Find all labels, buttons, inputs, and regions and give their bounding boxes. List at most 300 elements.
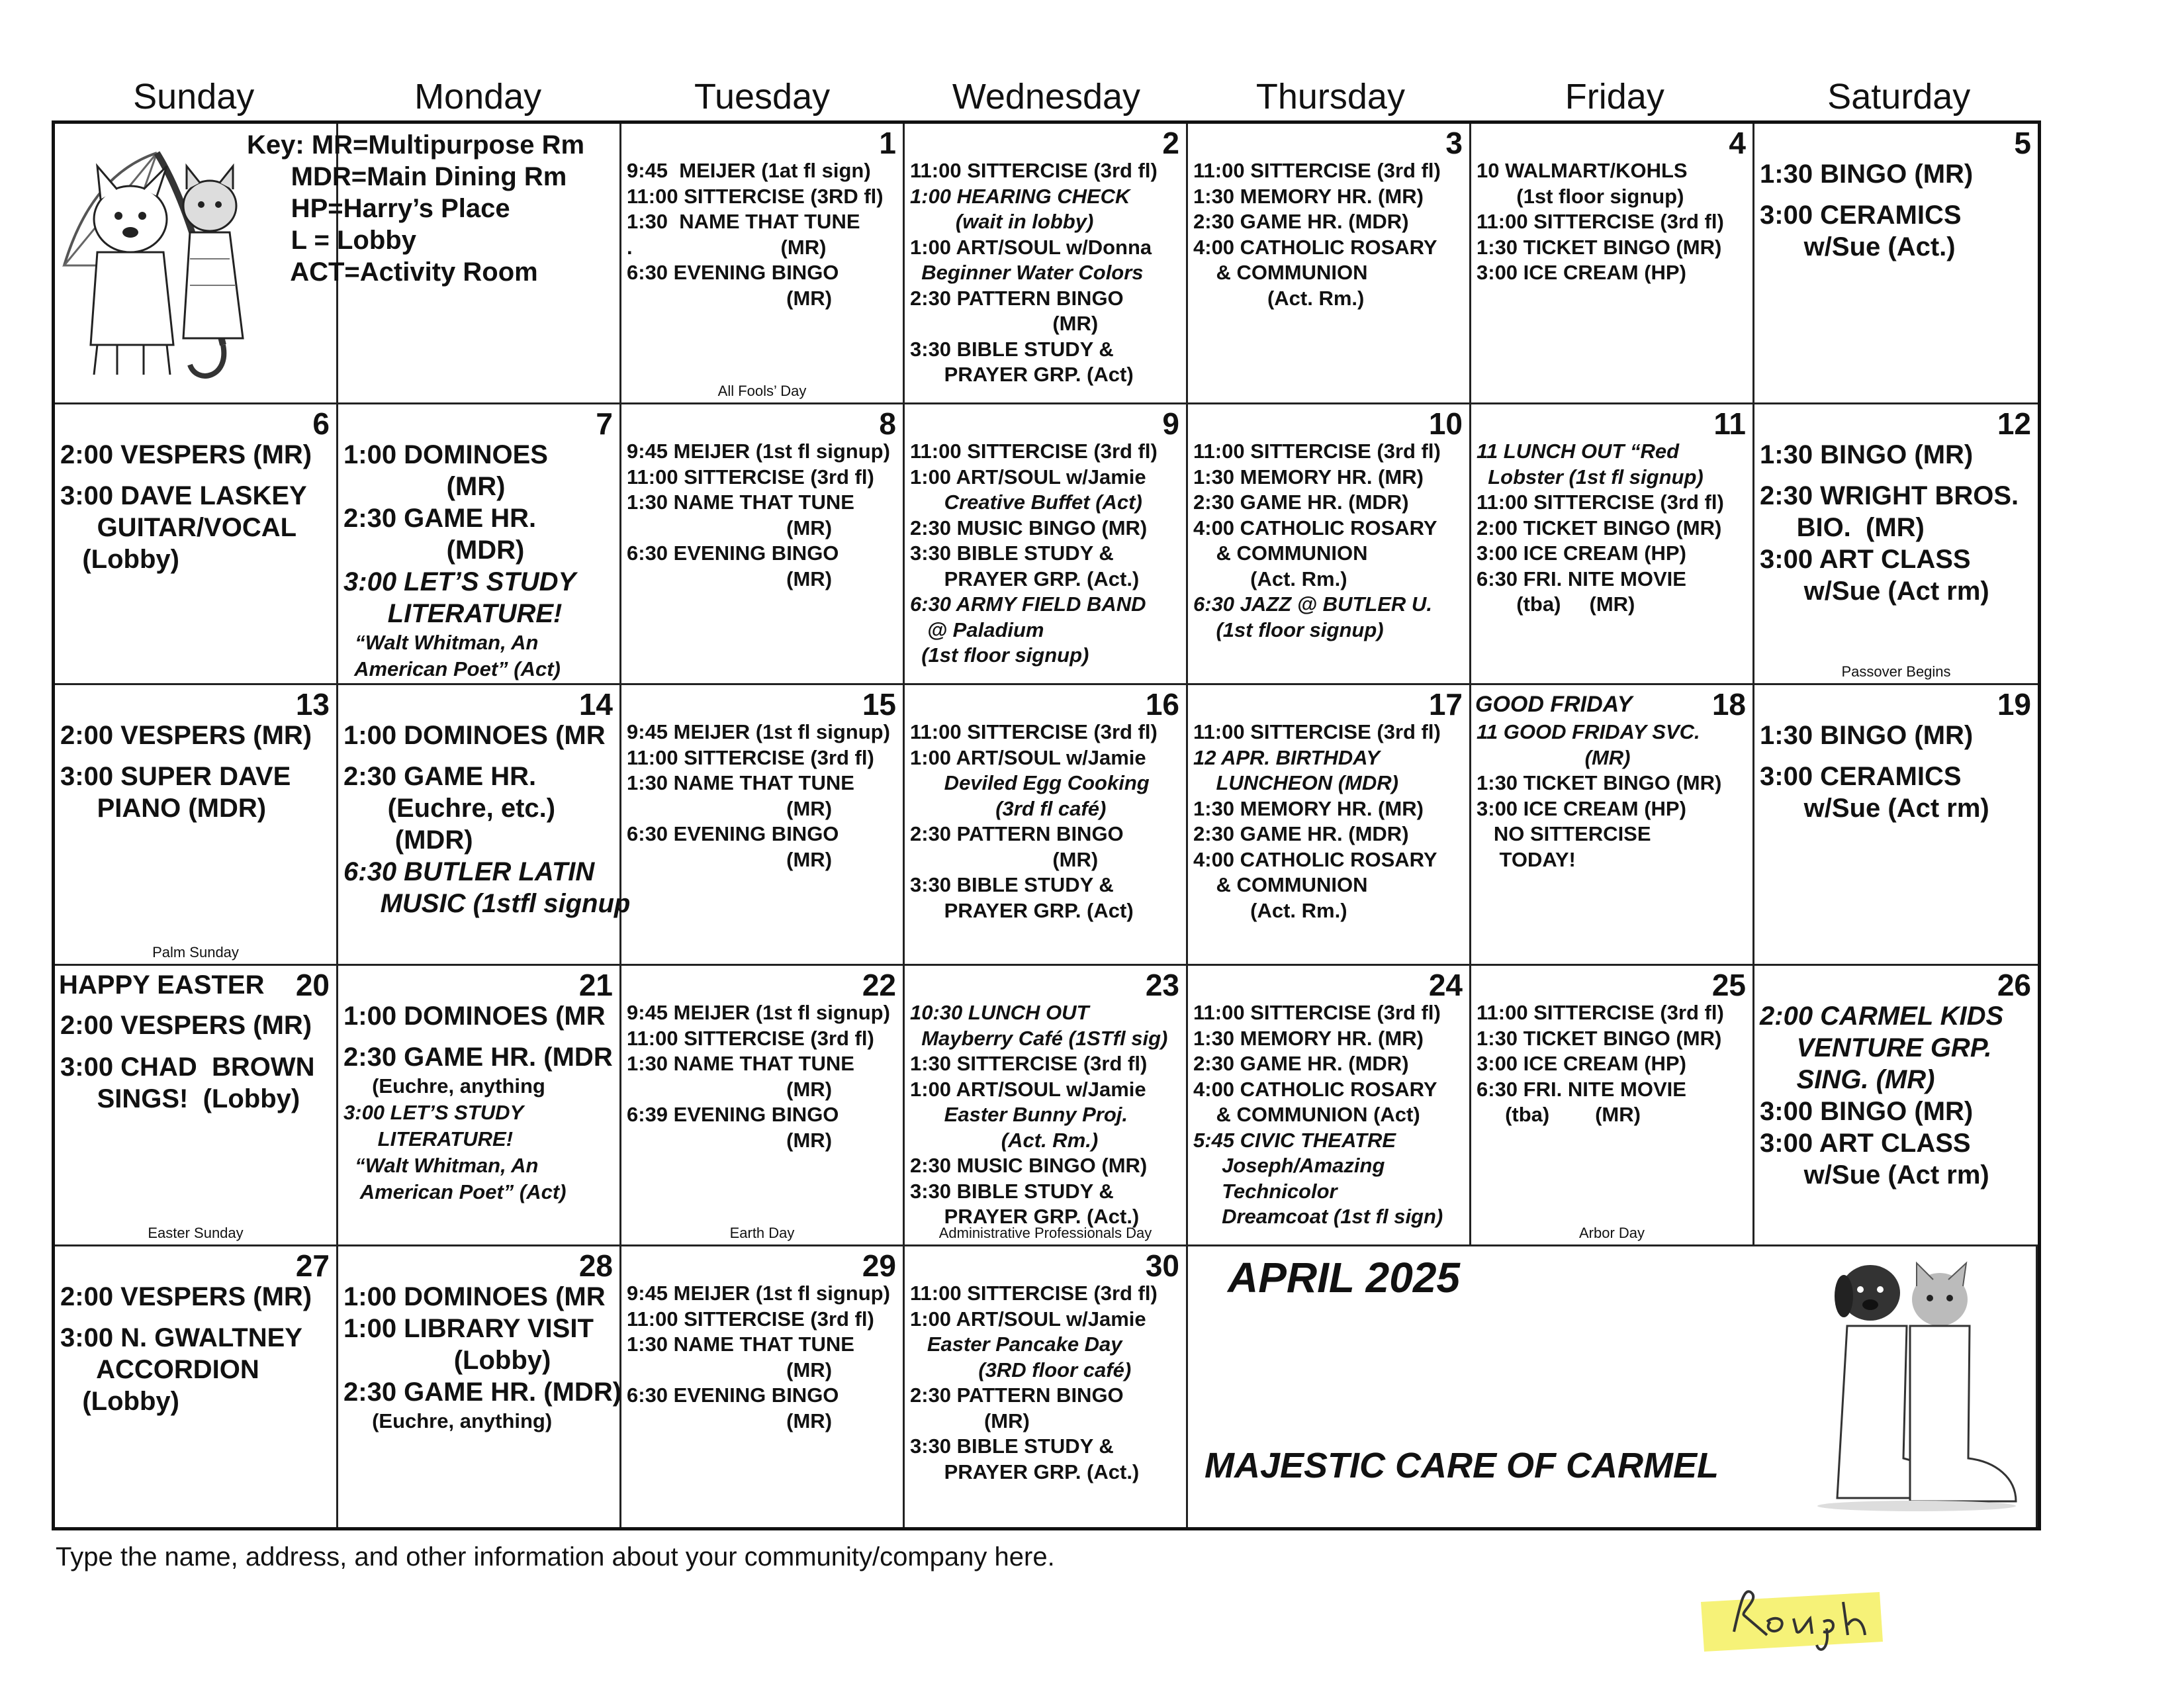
event-line: 6:30 FRI. NITE MOVIE: [1477, 1077, 1686, 1101]
event-line: 11:00 SITTERCISE (3RD fl): [627, 184, 884, 208]
event-line: 1:30 BINGO (MR): [1760, 160, 1974, 189]
event-line: (wait in lobby): [910, 210, 1094, 233]
event-line: NO SITTERCISE: [1477, 822, 1651, 845]
event-line: 3:30 BIBLE STUDY &: [910, 541, 1114, 565]
event-line: 2:30 GAME HR.: [343, 762, 537, 792]
spacer: [60, 1000, 331, 1009]
event-line: 11:00 SITTERCISE (3rd fl): [910, 1282, 1158, 1305]
event-list: [1477, 158, 1747, 286]
event-list: [627, 1281, 897, 1434]
event-line: 3:00 N. GWALTNEY: [60, 1323, 302, 1353]
event-line: 6:39 EVENING BINGO: [627, 1103, 839, 1126]
day-cell-7: [338, 404, 621, 685]
event-line: 3:00 CHAD BROWN: [60, 1052, 315, 1082]
event-line: 2:30 PATTERN BINGO: [910, 286, 1124, 310]
event-line: 11:00 SITTERCISE (3rd fl): [627, 465, 874, 489]
event-line: 6:30 ARMY FIELD BAND: [910, 592, 1146, 616]
event-line: 6:30 EVENING BINGO: [627, 822, 839, 845]
event-line: 1:30 NAME THAT TUNE: [627, 1333, 854, 1356]
event-line: 2:00 CARMEL KIDS: [1760, 1002, 2004, 1031]
event-line: 1:30 NAME THAT TUNE: [627, 1052, 854, 1075]
event-line: 1:00 DOMINOES (MR: [343, 1282, 606, 1311]
event-line: @ Paladium: [910, 618, 1044, 641]
day-cell-5: [1754, 124, 2038, 404]
event-line: 3:00 LET’S STUDY: [343, 1101, 524, 1125]
event-line: 9:45 MEIJER (1st fl signup): [627, 1282, 890, 1305]
event-line: VENTURE GRP.: [1760, 1033, 1992, 1062]
event-line: (Lobby): [343, 1346, 551, 1375]
holiday-note: Earth Day: [729, 1225, 795, 1241]
day-number: 3: [1445, 126, 1463, 160]
event-line: 1:00 ART/SOUL w/Donna: [910, 235, 1152, 259]
event-line: (MR): [910, 1409, 1030, 1432]
event-line: Beginner Water Colors: [910, 261, 1144, 284]
event-line: 2:30 WRIGHT BROS.: [1760, 481, 2019, 511]
event-line: 1:30 MEMORY HR. (MR): [1193, 184, 1424, 208]
key-line: MDR=Main Dining Rm: [247, 162, 567, 191]
event-line: (MR): [627, 516, 833, 539]
event-line: 1:00 DOMINOES (MR: [343, 1002, 606, 1031]
puppy-kitten-boots-icon: [1811, 1260, 2029, 1518]
event-line: w/Sue (Act rm): [1760, 1160, 1989, 1190]
event-list: [910, 720, 1181, 923]
spacer: [60, 1041, 331, 1051]
event-line: 2:30 PATTERN BINGO: [910, 822, 1124, 845]
holiday-note: Palm Sunday: [152, 944, 239, 961]
event-line: American Poet” (Act): [343, 1180, 567, 1204]
event-line: 3:00 ICE CREAM (HP): [1477, 796, 1686, 820]
event-list: [1760, 439, 2032, 607]
event-line: (MR): [1477, 745, 1631, 769]
event-line: . (MR): [627, 235, 827, 259]
event-line: GUITAR/VOCAL: [60, 513, 297, 543]
key-line: ACT=Activity Room: [247, 258, 538, 287]
event-list: [1193, 720, 1464, 923]
event-line: (MR): [910, 847, 1099, 871]
day-number: 1: [879, 126, 896, 160]
event-line: 11:00 SITTERCISE (3rd fl): [627, 745, 874, 769]
day-number: 28: [578, 1248, 613, 1283]
event-line: PIANO (MDR): [60, 794, 267, 823]
day-header: GOOD FRIDAY: [1475, 692, 1633, 717]
event-line: (Euchre, anything: [343, 1074, 545, 1098]
event-line: 2:30 MUSIC BINGO (MR): [910, 1154, 1148, 1177]
event-line: 3:00 DAVE LASKEY: [60, 481, 307, 511]
event-line: 3:00 CERAMICS: [1760, 762, 1962, 792]
event-line: “Walt Whitman, An: [343, 1154, 539, 1178]
event-list: [910, 1000, 1181, 1230]
event-line: 2:30 GAME HR. (MDR): [1193, 491, 1409, 514]
day-cell-28: [338, 1246, 621, 1527]
day-cell-25: [1471, 966, 1754, 1246]
event-line: 2:00 VESPERS (MR): [60, 440, 312, 469]
event-line: (Act. Rm.): [1193, 286, 1365, 310]
day-cell-30: [905, 1246, 1188, 1527]
day-cell-8: [621, 404, 905, 685]
day-number: 10: [1428, 406, 1463, 441]
event-line: Dreamcoat (1st fl sign): [1193, 1205, 1443, 1228]
event-line: & COMMUNION: [1193, 541, 1368, 565]
day-number: 19: [1997, 687, 2031, 722]
day-cell-24: [1188, 966, 1471, 1246]
event-line: (MR): [627, 847, 833, 871]
event-line: 1:30 NAME THAT TUNE: [627, 771, 854, 794]
event-line: & COMMUNION: [1193, 261, 1368, 284]
event-line: 2:30 GAME HR. (MDR: [343, 1043, 613, 1072]
spacer: [60, 751, 331, 761]
event-line: 11:00 SITTERCISE (3rd fl): [1193, 720, 1441, 743]
event-line: (Act. Rm.): [910, 1128, 1099, 1152]
event-line: 1:30 BINGO (MR): [1760, 440, 1974, 469]
event-line: 3:00 ART CLASS: [1760, 1129, 1971, 1158]
weekday-header: [52, 73, 2041, 120]
event-line: 3:30 BIBLE STUDY &: [910, 1179, 1114, 1203]
day-number: 6: [312, 406, 330, 441]
day-cell-20: [55, 966, 338, 1246]
event-line: 3:00 ART CLASS: [1760, 545, 1971, 575]
event-list: [1193, 439, 1464, 643]
event-list: [627, 1000, 897, 1153]
day-number: 15: [862, 687, 896, 722]
event-line: 1:30 NAME THAT TUNE: [627, 210, 860, 233]
event-line: PRAYER GRP. (Act.): [910, 1460, 1140, 1483]
event-list: [627, 158, 897, 311]
event-list: [343, 1000, 614, 1205]
day-cell-11: [1471, 404, 1754, 685]
event-line: 11:00 SITTERCISE (3rd fl): [1193, 159, 1441, 182]
event-list: [343, 720, 631, 919]
weekday-sunday: Sunday: [133, 77, 255, 117]
dog-cat-umbrella-icon: [58, 126, 256, 404]
event-line: “Walt Whitman, An: [343, 631, 539, 654]
day-cell-3: [1188, 124, 1471, 404]
event-line: 1:00 ART/SOUL w/Jamie: [910, 1307, 1146, 1331]
event-line: 9:45 MEIJER (1at fl sign): [627, 159, 871, 182]
calendar-grid: [52, 120, 2041, 1530]
event-line: 3:30 BIBLE STUDY &: [910, 873, 1114, 896]
empty-day-cell: [338, 124, 621, 404]
spacer: [1760, 751, 2032, 761]
day-number: 4: [1729, 126, 1746, 160]
event-line: 1:00 LIBRARY VISIT: [343, 1314, 594, 1343]
day-number: 7: [596, 406, 613, 441]
event-line: Easter Pancake Day: [910, 1333, 1122, 1356]
holiday-note: All Fools’ Day: [717, 383, 807, 399]
day-number: 18: [1711, 687, 1746, 722]
event-line: American Poet” (Act): [343, 657, 561, 680]
event-line: 6:30 EVENING BINGO: [627, 1383, 839, 1407]
day-number: 11: [1713, 406, 1746, 441]
spacer: [60, 1313, 331, 1322]
event-line: 11 GOOD FRIDAY SVC.: [1477, 720, 1700, 743]
event-line: & COMMUNION (Act): [1193, 1103, 1420, 1126]
event-line: 6:30 FRI. NITE MOVIE: [1477, 567, 1686, 590]
event-list: [1193, 158, 1464, 311]
event-line: (Lobby): [60, 545, 179, 575]
day-cell-23: [905, 966, 1188, 1246]
event-line: Easter Bunny Proj.: [910, 1103, 1128, 1126]
event-line: 6:30 EVENING BINGO: [627, 541, 839, 565]
event-line: 3:00 LET’S STUDY: [343, 567, 576, 596]
event-list: [1477, 1000, 1747, 1128]
event-list: [60, 1281, 331, 1417]
event-line: PRAYER GRP. (Act.): [910, 567, 1140, 590]
day-number: 29: [862, 1248, 896, 1283]
event-list: [627, 439, 897, 592]
spacer: [60, 471, 331, 480]
weekday-monday: Monday: [414, 77, 542, 117]
event-line: w/Sue (Act rm): [1760, 794, 1989, 823]
event-line: (MR): [627, 286, 833, 310]
event-line: PRAYER GRP. (Act): [910, 898, 1134, 922]
holiday-note: Arbor Day: [1578, 1225, 1645, 1241]
day-number: 27: [295, 1248, 330, 1283]
event-list: [1760, 158, 2032, 263]
key-line: Key: MR=Multipurpose Rm: [247, 130, 585, 160]
key-line: L = Lobby: [247, 226, 416, 255]
event-line: 11:00 SITTERCISE (3rd fl): [910, 440, 1158, 463]
event-line: Lobster (1st fl signup): [1477, 465, 1704, 489]
footer-text: Type the name, address, and other information about your community/company here.: [56, 1542, 1055, 1571]
event-line: 3:30 BIBLE STUDY &: [910, 1434, 1114, 1458]
event-line: 2:00 TICKET BINGO (MR): [1477, 516, 1722, 539]
event-line: 4:00 CATHOLIC ROSARY: [1193, 847, 1437, 871]
day-number: 26: [1997, 968, 2031, 1002]
day-number: 25: [1711, 968, 1746, 1002]
spacer: [1760, 471, 2032, 480]
event-list: [60, 1000, 331, 1115]
event-line: 3:00 ICE CREAM (HP): [1477, 541, 1686, 565]
holiday-note: Easter Sunday: [148, 1225, 244, 1241]
weekday-thursday: Thursday: [1255, 77, 1405, 117]
day-cell-17: [1188, 685, 1471, 966]
event-line: 1:00 DOMINOES (MR: [343, 721, 606, 750]
event-list: [343, 1281, 622, 1434]
event-line: 3:00 ICE CREAM (HP): [1477, 1052, 1686, 1075]
event-list: [1760, 1000, 2032, 1191]
event-line: ACCORDION: [60, 1355, 259, 1385]
event-line: 3:30 BIBLE STUDY &: [910, 337, 1114, 361]
day-number: 23: [1145, 968, 1179, 1002]
event-line: 2:30 GAME HR. (MDR): [1193, 210, 1409, 233]
event-line: 1:30 TICKET BINGO (MR): [1477, 235, 1722, 259]
event-line: (1st floor signup): [1193, 618, 1384, 641]
day-number: 14: [578, 687, 613, 722]
event-line: Joseph/Amazing: [1193, 1154, 1385, 1177]
day-number: 2: [1162, 126, 1179, 160]
event-list: [910, 1281, 1181, 1485]
event-list: [910, 158, 1181, 388]
event-line: TODAY!: [1477, 847, 1576, 871]
event-line: Technicolor: [1193, 1179, 1338, 1203]
event-line: 3:00 ICE CREAM (HP): [1477, 261, 1686, 284]
event-line: 2:30 PATTERN BINGO: [910, 1383, 1124, 1407]
event-line: (3rd fl café): [910, 796, 1107, 820]
event-line: 2:30 GAME HR. (MDR): [1193, 1052, 1409, 1075]
event-line: 6:30 BUTLER LATIN: [343, 857, 595, 887]
event-line: LITERATURE!: [343, 1127, 514, 1151]
event-line: 2:30 GAME HR. (MDR): [1193, 822, 1409, 845]
day-cell-1: [621, 124, 905, 404]
key-line: HP=Harry’s Place: [247, 194, 510, 223]
day-cell-2: [905, 124, 1188, 404]
event-line: (Euchre, etc.): [343, 794, 556, 823]
rough-stamp: [1694, 1562, 1886, 1668]
day-cell-19: [1754, 685, 2038, 966]
event-line: 1:00 DOMINOES: [343, 440, 548, 469]
weekday-tuesday: Tuesday: [694, 77, 831, 117]
event-line: 11:00 SITTERCISE (3rd fl): [1477, 1001, 1724, 1024]
event-line: 11:00 SITTERCISE (3rd fl): [1193, 440, 1441, 463]
day-cell-22: [621, 966, 905, 1246]
event-line: 11:00 SITTERCISE (3rd fl): [627, 1307, 874, 1331]
event-line: 4:00 CATHOLIC ROSARY: [1193, 235, 1437, 259]
event-line: 4:00 CATHOLIC ROSARY: [1193, 1077, 1437, 1101]
day-number: 24: [1428, 968, 1463, 1002]
event-line: 3:00 BINGO (MR): [1760, 1097, 1974, 1126]
event-line: w/Sue (Act rm): [1760, 577, 1989, 606]
event-line: (Euchre, anything): [343, 1409, 553, 1432]
event-line: (MR): [627, 1409, 833, 1432]
day-cell-29: [621, 1246, 905, 1527]
event-line: (Lobby): [60, 1387, 179, 1417]
spacer: [1760, 190, 2032, 199]
event-list: [1477, 439, 1747, 618]
day-cell-18: [1471, 685, 1754, 966]
event-line: 1:30 MEMORY HR. (MR): [1193, 465, 1424, 489]
event-line: SINGS! (Lobby): [60, 1084, 300, 1113]
day-number: 9: [1162, 406, 1179, 441]
event-line: 2:00 VESPERS (MR): [60, 1282, 312, 1311]
event-line: (tba) (MR): [1477, 592, 1635, 616]
day-number: 13: [295, 687, 330, 722]
event-line: LUNCHEON (MDR): [1193, 771, 1398, 794]
event-list: [1760, 720, 2032, 824]
event-line: 11 LUNCH OUT “Red: [1477, 440, 1680, 463]
day-number: 21: [578, 968, 613, 1002]
weekday-saturday: Saturday: [1827, 77, 1971, 117]
event-line: 11:00 SITTERCISE (3rd fl): [910, 159, 1158, 182]
event-line: (Act. Rm.): [1193, 898, 1347, 922]
event-line: & COMMUNION: [1193, 873, 1368, 896]
event-line: 2:30 MUSIC BINGO (MR): [910, 516, 1148, 539]
event-line: 11:00 SITTERCISE (3rd fl): [1477, 210, 1724, 233]
event-list: [343, 439, 614, 682]
day-cell-6: [55, 404, 338, 685]
spacer: [343, 1032, 614, 1041]
day-number: 20: [295, 968, 330, 1002]
event-line: 1:00 ART/SOUL w/Jamie: [910, 465, 1146, 489]
event-line: 1:00 ART/SOUL w/Jamie: [910, 745, 1146, 769]
weekday-friday: Friday: [1565, 77, 1664, 117]
event-line: SING. (MR): [1760, 1065, 1935, 1094]
organization-name: MAJESTIC CARE OF CARMEL: [1205, 1446, 1719, 1485]
event-line: 3:00 CERAMICS: [1760, 201, 1962, 230]
event-line: (MR): [910, 312, 1099, 335]
day-cell-13: [55, 685, 338, 966]
event-line: 1:30 SITTERCISE (3rd fl): [910, 1052, 1148, 1075]
day-cell-26: [1754, 966, 2038, 1246]
event-line: 10 WALMART/KOHLS: [1477, 159, 1688, 182]
day-cell-16: [905, 685, 1188, 966]
event-line: (tba) (MR): [1477, 1103, 1641, 1126]
month-title-cell: [1188, 1246, 2038, 1527]
event-line: 6:30 EVENING BINGO: [627, 261, 839, 284]
event-line: 4:00 CATHOLIC ROSARY: [1193, 516, 1437, 539]
event-line: 1:30 TICKET BINGO (MR): [1477, 1026, 1722, 1050]
event-line: Creative Buffet (Act): [910, 491, 1142, 514]
event-line: 1:30 MEMORY HR. (MR): [1193, 796, 1424, 820]
weekday-wednesday: Wednesday: [952, 77, 1141, 117]
day-cell-9: [905, 404, 1188, 685]
event-line: 9:45 MEIJER (1st fl signup): [627, 1001, 890, 1024]
day-number: 5: [2014, 126, 2031, 160]
event-line: (MDR): [343, 825, 473, 855]
event-line: (MR): [343, 472, 506, 501]
holiday-note: Administrative Professionals Day: [938, 1225, 1152, 1241]
event-list: [60, 439, 331, 575]
event-line: 2:30 GAME HR.: [343, 504, 537, 533]
day-cell-21: [338, 966, 621, 1246]
event-line: Mayberry Café (1STfl sig): [910, 1026, 1168, 1050]
day-cell-10: [1188, 404, 1471, 685]
event-line: 1:30 BINGO (MR): [1760, 721, 1974, 750]
event-line: 11:00 SITTERCISE (3rd fl): [910, 720, 1158, 743]
event-line: 11:00 SITTERCISE (3rd fl): [1477, 491, 1724, 514]
day-number: 30: [1145, 1248, 1179, 1283]
month-title: APRIL 2025: [1228, 1254, 1460, 1301]
event-line: 12 APR. BIRTHDAY: [1193, 745, 1380, 769]
event-list: [60, 720, 331, 824]
event-line: 5:45 CIVIC THEATRE: [1193, 1128, 1396, 1152]
day-number: 8: [879, 406, 896, 441]
event-line: MUSIC (1stfl signup: [343, 889, 631, 919]
event-line: PRAYER GRP. (Act.): [910, 1205, 1140, 1228]
event-line: (MR): [627, 1358, 833, 1382]
event-line: 10:30 LUNCH OUT: [910, 1001, 1089, 1024]
event-line: PRAYER GRP. (Act): [910, 363, 1134, 386]
day-number: 17: [1428, 687, 1463, 722]
event-line: w/Sue (Act.): [1760, 232, 1956, 262]
event-line: 2:00 VESPERS (MR): [60, 721, 312, 750]
event-list: [910, 439, 1181, 669]
event-list: [1477, 720, 1747, 872]
event-line: (MR): [627, 1077, 833, 1101]
day-header: HAPPY EASTER: [59, 970, 265, 1000]
event-line: 3:00 SUPER DAVE: [60, 762, 291, 792]
event-line: 9:45 MEIJER (1st fl signup): [627, 720, 890, 743]
event-line: (Act. Rm.): [1193, 567, 1347, 590]
event-line: 1:30 MEMORY HR. (MR): [1193, 1026, 1424, 1050]
event-line: (MR): [627, 796, 833, 820]
event-line: (3RD floor café): [910, 1358, 1132, 1382]
day-number: 12: [1997, 406, 2031, 441]
holiday-note: Passover Begins: [1841, 663, 1951, 680]
event-line: 2:30 GAME HR. (MDR): [343, 1378, 622, 1407]
event-line: 2:00 VESPERS (MR): [60, 1011, 312, 1041]
day-number: 16: [1145, 687, 1179, 722]
key-cell: [55, 124, 585, 404]
event-line: BIO. (MR): [1760, 513, 1925, 543]
event-line: (MR): [627, 1128, 833, 1152]
day-cell-4: [1471, 124, 1754, 404]
day-number: 22: [862, 968, 896, 1002]
event-line: 1:30 TICKET BINGO (MR): [1477, 771, 1722, 794]
event-line: 1:00 ART/SOUL w/Jamie: [910, 1077, 1146, 1101]
event-line: Deviled Egg Cooking: [910, 771, 1150, 794]
event-list: [1193, 1000, 1464, 1230]
event-line: (MR): [627, 567, 833, 590]
